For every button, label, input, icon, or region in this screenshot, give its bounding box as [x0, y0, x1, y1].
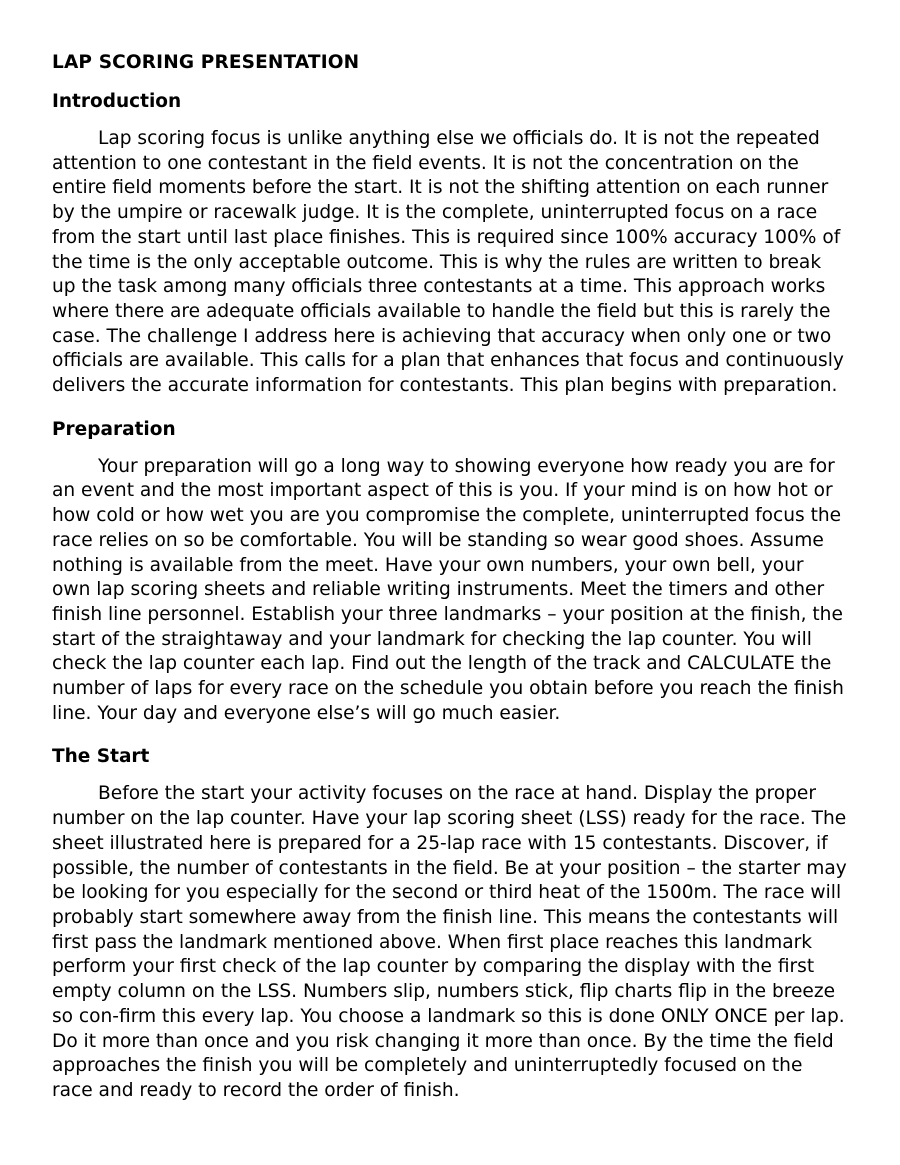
section-heading-the-start: The Start	[52, 746, 150, 768]
document-body	[52, 52, 847, 1104]
section-introduction	[52, 91, 847, 399]
section-the-start	[52, 746, 847, 1103]
paragraph-the-start: Before the start your activity focuses on the race at hand. Display the proper number on the lap counter. Have your lap scoring sheet (LSS) ready for the race. The sheet illustrated here is prepared for a 25-lap race with 15 contestants. Discover, if possible, the number of contestants in the field. Be at your position – the starter may be looking for you especially for the second or third heat of the 1500m. The race will probably start somewhere away from the finish line. This means the contestants will first pass the landmark mentioned above. When first place reaches this landmark perform your first check of the lap counter by comparing the display with the first empty column on the LSS. Numbers slip, numbers stick, flip charts flip in the breeze so con-firm this every lap. You choose a landmark so this is done ONLY ONCE per lap. Do it more than once and you risk changing it more than once. By the time the field approaches the finish you will be completely and uninterruptedly focused on the race and ready to record the order of finish.	[52, 783, 847, 1101]
paragraph-preparation: Your preparation will go a long way to showing everyone how ready you are for an event and the most important aspect of this is you. If your mind is on how hot or how cold or how wet you are you compromise the complete, uninterrupted focus the race relies on so be comfortable. You will be standing so wear good shoes. Assume nothing is available from the meet. Have your own numbers, your own bell, your own lap scoring sheets and reliable writing instruments. Meet the timers and other finish line personnel. Establish your three landmarks – your position at the finish, the start of the straightaway and your landmark for checking the lap counter. You will check the lap counter each lap. Find out the length of the track and CALCULATE the number of laps for every race on the schedule you obtain before you reach the finish line. Your day and everyone else’s will go much easier.	[52, 455, 844, 724]
paragraph-introduction: Lap scoring focus is unlike anything else we officials do. It is not the repeated attention to one contestant in the field events. It is not the concentration on the entire field moments before the start. It is not the shifting attention on each runner by the umpire or racewalk judge. It is the complete, uninterrupted focus on a race from the start until last place finishes. This is required since 100% accuracy 100% of the time is the only acceptable outcome. This is why the rules are written to break up the task among many officials three contestants at a time. This approach works where there are adequate officials available to handle the field but this is rarely the case. The challenge I address here is achieving that accuracy when only one or two officials are available. This calls for a plan that enhances that focus and continuously delivers the accurate information for contestants. This plan begins with preparation.	[52, 128, 844, 397]
section-preparation	[52, 419, 847, 727]
page-title: LAP SCORING PRESENTATION	[52, 52, 360, 73]
section-heading-preparation: Preparation	[52, 418, 176, 440]
section-heading-introduction: Introduction	[52, 91, 182, 112]
